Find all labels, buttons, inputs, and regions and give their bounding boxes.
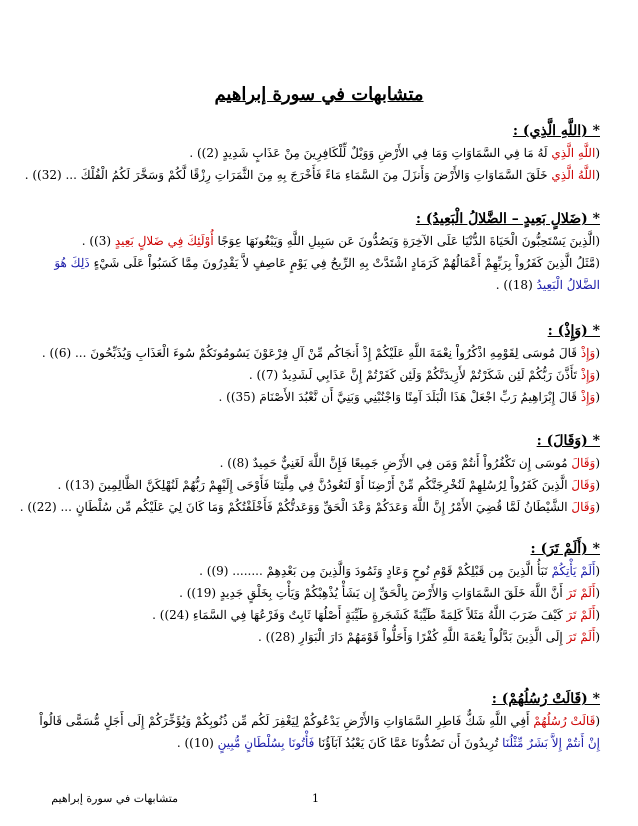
verse-line: (وَقَالَ الَّذِينَ كَفَرُواْ لِرُسُلِهِمْ لَنُخْرِجَنَّكُم مِّنْ أَرْضِنَا أَوْ لَتَعُودُنَّ فِي مِلَّتِنَا فَأَوْحَى إِلَيْهِمْ رَبُّهُمْ لَنُهْلِكَنَّ الظَّالِمِينَ (13)) .	[57, 478, 600, 492]
verse-line: (اللَّهُ الَّذِي خَلَقَ السَّمَاوَاتِ وَالأَرْضَ وَأَنزَلَ مِنَ السَّمَاءِ مَاءً فَأَخْرَجَ بِهِ مِنَ الثَّمَرَاتِ رِزْقًا لَّكُمْ وَسَخَّرَ لَكُمُ الْفُلْكَ ... (32)) .	[24, 168, 600, 182]
section-heading: * (وَإِذْ) :	[547, 323, 600, 339]
section-heading: * (قَالَتْ رُسُلُهُمْ) :	[491, 691, 600, 707]
verse-line: (وَقَالَ الشَّيْطَانُ لَمَّا قُضِيَ الأَمْرُ إِنَّ اللَّهَ وَعَدَكُمْ وَعْدَ الْحَقِّ وَوَعَدتُّكُمْ فَأَخْلَفْتُكُمْ وَمَا كَانَ لِيَ عَلَيْكُم مِّن سُلْطَانٍ ... (22)) .	[19, 500, 600, 514]
section-alam-tara	[35, 538, 600, 648]
section-heading: * (أَلَمْ تَرَ) :	[530, 541, 600, 557]
verse-line: (وَإِذْ قَالَ مُوسَى لِقَوْمِهِ اذْكُرُواْ نِعْمَةَ اللَّهِ عَلَيْكُمْ إِذْ أَنجَاكُم مِّنْ آلِ فِرْعَوْنَ يَسُومُونَكُمْ سُوءَ الْعَذَابِ وَيُذَبِّحُونَ ... (6)) .	[41, 346, 600, 360]
verse-line: (وَقَالَ مُوسَى إِن تَكْفُرُواْ أَنتُمْ وَمَن فِي الأَرْضِ جَمِيعًا فَإِنَّ اللَّهَ لَغَنِيٌّ حَمِيدٌ (8)) .	[219, 456, 600, 470]
section-dalal-baid	[35, 208, 600, 296]
section-qalat-rusuluhum	[35, 688, 600, 754]
page-number: 1	[312, 792, 319, 805]
verse-line: (وَإِذْ تَأَذَّنَ رَبُّكُمْ لَئِن شَكَرْتُمْ لأَزِيدَنَّكُمْ وَلَئِن كَفَرْتُمْ إِنَّ عَذَابِي لَشَدِيدٌ (7)) .	[248, 368, 600, 382]
section-heading: * (اللَّهِ الَّذِي) :	[512, 123, 600, 139]
section-heading: * (ضَلالٍ بَعِيدٍ – الضَّلالُ الْبَعِيدُ) :	[415, 211, 600, 227]
verse-line: (أَلَمْ تَرَ كَيْفَ ضَرَبَ اللَّهُ مَثَلاً كَلِمَةً طَيِّبَةً كَشَجَرةٍ طَيِّبَةٍ أَصْلُهَا ثَابِتٌ وَفَرْعُهَا فِي السَّمَاءِ (24)) .	[152, 608, 600, 622]
verse-line: (اللَّهِ الَّذِي لَهُ مَا فِي السَّمَاوَاتِ وَمَا فِي الأَرْضِ وَوَيْلٌ لِّلْكَافِرِينَ مِنْ عَذَابٍ شَدِيدٍ (2)) .	[189, 146, 600, 160]
footer-title: متشابهات في سورة إبراهيم	[51, 792, 178, 805]
verse-line: (وَإِذْ قَالَ إِبْرَاهِيمُ رَبِّ اجْعَلْ هَذَا الْبَلَدَ آمِنًا وَاجْنُبْنِي وَبَنِيَّ أَن نَّعْبُدَ الأَصْنَامَ (35)) .	[218, 390, 600, 404]
section-wa-idh	[35, 320, 600, 408]
section-wa-qala	[19, 430, 600, 518]
verse-line: (مَّثَلُ الَّذِينَ كَفَرُواْ بِرَبِّهِمْ أَعْمَالُهُمْ كَرَمَادٍ اشْتَدَّتْ بِهِ الرِّيحُ فِي يَوْمٍ عَاصِفٍ لاَّ يَقْدِرُونَ مِمَّا كَسَبُواْ عَلَى شَيْءٍ ذَلِكَ هُوَ الضَّلالُ الْبَعِيدُ (18)) .	[54, 256, 600, 292]
verse-line: (قَالَتْ رُسُلُهُمْ أَفِي اللَّهِ شَكٌّ فَاطِرِ السَّمَاوَاتِ وَالأَرْضِ يَدْعُوكُمْ لِيَغْفِرَ لَكُم مِّن ذُنُوبِكُمْ وَيُؤَخِّرَكُمْ إِلَى أَجَلٍ مُّسَمًّى قَالُواْ إِنْ أَنتُمْ إِلاَّ بَشَرٌ مِّثْلُنَا تُرِيدُونَ أَن تَصُدُّونَا عَمَّا كَانَ يَعْبُدُ آبَآؤُنَا فَأْتُونَا بِسُلْطَانٍ مُّبِينٍ (10)) .	[39, 714, 600, 750]
section-heading: * (وَقَالَ) :	[536, 433, 600, 449]
verse-line: (أَلَمْ يَأْتِكُمْ نَبَأُ الَّذِينَ مِن قَبْلِكُمْ قَوْمِ نُوحٍ وَعَادٍ وَثَمُودَ وَالَّذِينَ مِن بَعْدِهِمْ ........ (9)) .	[199, 564, 600, 578]
page-title: متشابهات في سورة إبراهيم	[214, 84, 424, 105]
section-allah-alladhi	[24, 120, 600, 186]
verse-line: (أَلَمْ تَرَ أَنَّ اللَّهَ خَلَقَ السَّمَاوَاتِ وَالأَرْضَ بِالْحَقِّ إِن يَشَأْ يُذْهِبْكُمْ وَيَأْتِ بِخَلْقٍ جَدِيدٍ (19)) .	[179, 586, 600, 600]
verse-line: (الَّذِينَ يَسْتَحِبُّونَ الْحَيَاةَ الدُّنْيَا عَلَى الآخِرَةِ وَيَصُدُّونَ عَن سَبِيلِ اللَّهِ وَيَبْغُونَهَا عِوَجًا أُوْلَئِكَ فِي ضَلالٍ بَعِيدٍ (3)) .	[81, 234, 600, 248]
verse-line: (أَلَمْ تَرَ إِلَى الَّذِينَ بَدَّلُواْ نِعْمَةَ اللَّهِ كُفْرًا وَأَحَلُّواْ قَوْمَهُمْ دَارَ الْبَوَارِ (28)) .	[258, 630, 600, 644]
